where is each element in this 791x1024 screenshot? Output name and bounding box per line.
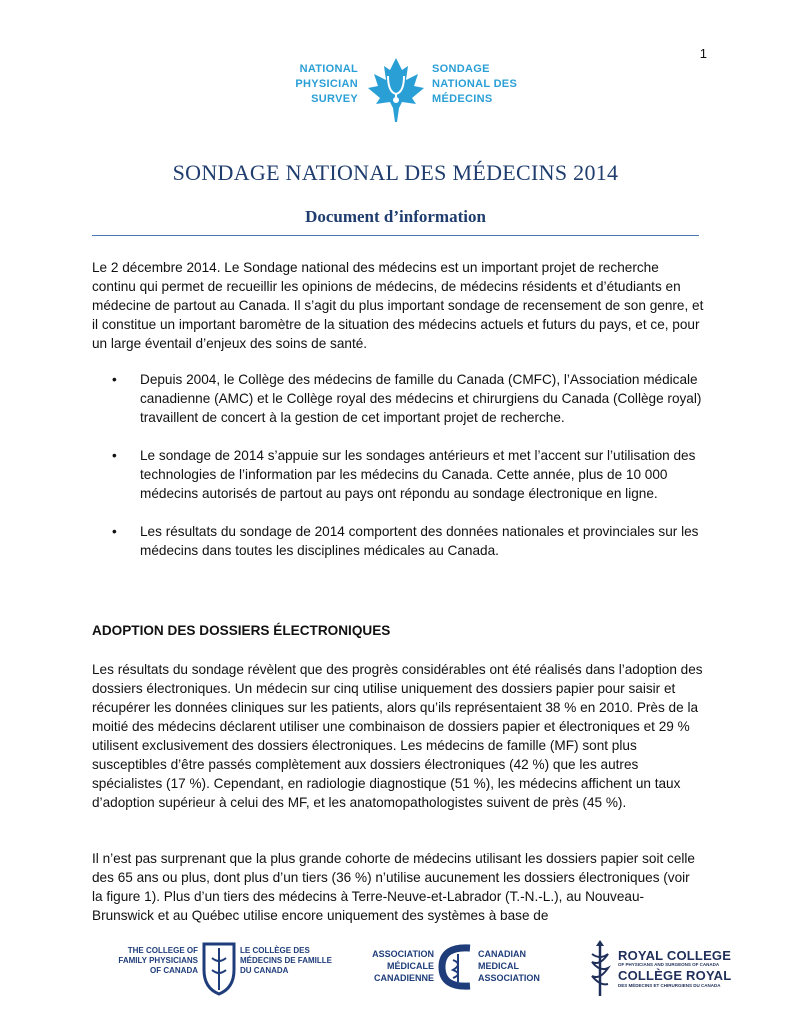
list-item: • Le sondage de 2014 s’appuie sur les sondages antérieurs et met l’accent sur l’utilisation des technologies de l’information par les médecins du Canada. Cette année, plus de 10 000 médecins autorisés de partout au pays ont répondu au sondage électronique en ligne. — [112, 448, 696, 501]
document-subtitle: Document d’information — [305, 207, 486, 226]
intro-paragraph: Le 2 décembre 2014. Le Sondage national des médecins est un important projet de recherche continu qui permet de recueillir les opinions de médecins, de médecins résidents et d’étudiants en médecine de partout au Canada. Il s’agit du plus important sondage de recensement de son genre, et il constitue un important baromètre de la situation des médecins actuels et futurs du pays, et ce, pour un large éventail d’enjeux des soins de santé. — [92, 260, 704, 351]
maple-leaf-stethoscope-icon — [366, 56, 426, 122]
page-number: 1 — [699, 46, 707, 61]
bullet-icon: • — [112, 524, 117, 539]
bullet-icon: • — [112, 372, 117, 387]
list-item: • Depuis 2004, le Collège des médecins de famille du Canada (CMFC), l’Association médicale canadienne (AMC) et le Collège royal des médecins et chirurgiens du Canada (Collège royal) travaillent de concert à la gestion de cet important projet de recherche. — [112, 372, 702, 425]
section-paragraph: Les résultats du sondage révèlent que des progrès considérables ont été réalisés dans l’adoption des dossiers électroniques. Un médecin sur cinq utilise uniquement des dossiers papier pour saisir et récupérer les données cliniques sur les patients, alors qu’ils représentaient 38 % en 2010. Près de la moitié des médecins déclarent utiliser une combinaison de dossiers papier et électroniques et 29 % utilisent exclusivement des dossiers électroniques. Les médecins de famille (MF) sont plus susceptibles d’être passés complètement aux dossiers électroniques (42 %) que les autres spécialistes (17 %). Cependant, en radiologie diagnostique (51 %), les médecins affichent un taux d’adoption supérieur à celui des MF, et les anatomopathologistes suivent de près (45 %). — [92, 662, 703, 810]
cma-caduceus-icon — [438, 942, 474, 992]
royal-college-crest-icon — [586, 938, 614, 998]
royal-college-logo: ROYAL COLLEGE OF PHYSICIANS AND SURGEONS OF CANADA COLLÈGE ROYAL DES MÉDECINS ET CHIRURGIENS DU CANADA — [586, 938, 746, 998]
logo-text-french: SONDAGE NATIONAL DES MÉDECINS — [432, 63, 518, 105]
list-item: • Les résultats du sondage de 2014 comportent des données nationales et provinciales sur les médecins dans toutes les disciplines médicales au Canada. — [112, 524, 699, 558]
logo-text-english: NATIONAL PHYSICIAN SURVEY — [295, 63, 358, 105]
section-paragraph: Il n’est pas surprenant que la plus grande cohorte de médecins utilisant les dossiers papier soit celle des 65 ans ou plus, dont plus d’un tiers (36 %) n’utilise aucunement les dossiers électroniques (voir la figure 1). Plus d’un tiers des médecins à Terre-Neuve-et-Labrador (T.-N.-L.), au Nouveau-Brunswick et au Québec utilise encore uniquement des systèmes à base de — [92, 851, 695, 923]
cma-logo: ASSOCIATION MÉDICALE CANADIENNE CANADIAN MEDICAL ASSOCIATION — [362, 942, 562, 998]
cfpc-logo: THE COLLEGE OF FAMILY PHYSICIANS OF CANADA LE COLLÈGE DES MÉDECINS DE FAMILLE DU CANADA — [118, 940, 328, 1000]
national-physician-survey-logo — [268, 56, 530, 126]
document-title: SONDAGE NATIONAL DES MÉDECINS 2014 — [172, 160, 619, 185]
partner-logos-footer — [0, 934, 791, 1004]
section-heading: ADOPTION DES DOSSIERS ÉLECTRONIQUES — [92, 623, 391, 638]
bullet-icon: • — [112, 448, 117, 463]
cfpc-shield-icon — [202, 940, 236, 996]
title-divider — [92, 235, 699, 236]
key-points-list — [112, 370, 706, 560]
